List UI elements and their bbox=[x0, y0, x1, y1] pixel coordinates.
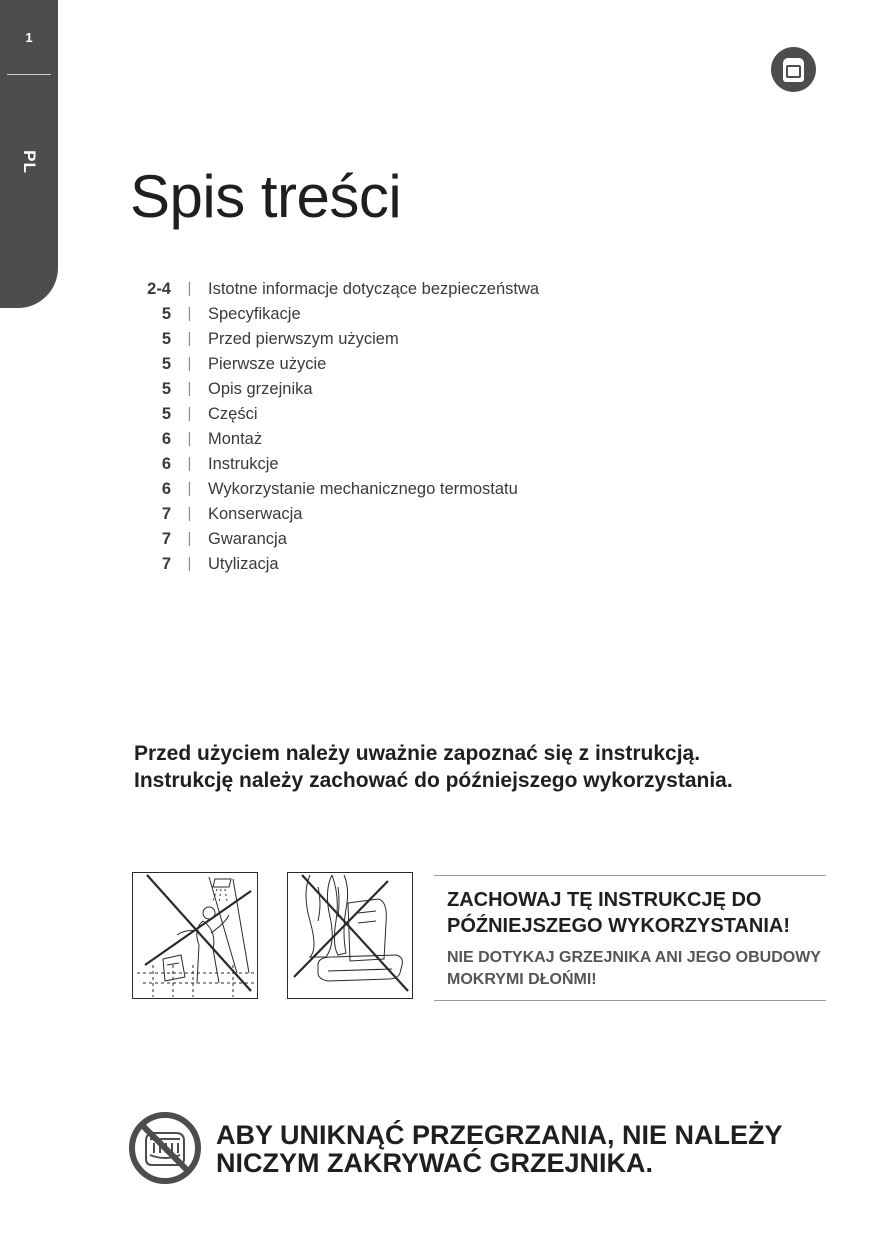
toc-page: 5 bbox=[161, 304, 171, 323]
toc-item[interactable] bbox=[130, 326, 650, 351]
toc-separator: | bbox=[187, 479, 192, 497]
no-use-near-shower-icon bbox=[132, 872, 258, 999]
toc-page: 7 bbox=[161, 554, 171, 573]
toc-separator: | bbox=[187, 529, 192, 547]
page-number: 1 bbox=[25, 30, 33, 45]
toc-title: Przed pierwszym użyciem bbox=[208, 329, 399, 348]
toc-title: Utylizacja bbox=[208, 554, 279, 573]
toc-separator: | bbox=[187, 329, 192, 347]
toc-title: Specyfikacje bbox=[208, 304, 301, 323]
cover-warning-line-1: ABY UNIKNĄĆ PRZEGRZANIA, NIE NALEŻY bbox=[216, 1120, 783, 1150]
toc-page: 5 bbox=[161, 354, 171, 373]
cover-warning-line-2: NICZYM ZAKRYWAĆ GRZEJNIKA. bbox=[216, 1148, 653, 1178]
table-of-contents bbox=[130, 276, 650, 576]
toc-separator: | bbox=[187, 429, 192, 447]
toc-title: Gwarancja bbox=[208, 529, 287, 548]
toc-separator: | bbox=[187, 304, 192, 322]
do-not-cover-icon bbox=[128, 1111, 202, 1185]
toc-title: Konserwacja bbox=[208, 504, 303, 523]
toc-separator: | bbox=[187, 404, 192, 422]
toc-page: 6 bbox=[161, 479, 171, 498]
toc-item[interactable] bbox=[130, 376, 650, 401]
intro-line-2: Instrukcję należy zachować do późniejszego wykorzystania. bbox=[134, 769, 733, 792]
toc-page: 7 bbox=[161, 529, 171, 548]
page-title: Spis treści bbox=[130, 163, 402, 230]
toc-separator: | bbox=[187, 354, 192, 372]
toc-page: 5 bbox=[161, 379, 171, 398]
toc-separator: | bbox=[187, 554, 192, 572]
brand-logo-icon bbox=[771, 47, 816, 92]
toc-page: 2-4 bbox=[147, 279, 171, 298]
keep-instructions-warning: ZACHOWAJ TĘ INSTRUKCJĘ DO PÓŹNIEJSZEGO WYKORZYSTANIA! bbox=[447, 889, 790, 937]
cover-warning bbox=[216, 1121, 856, 1177]
side-tab bbox=[0, 0, 58, 308]
toc-item[interactable] bbox=[130, 276, 650, 301]
toc-item[interactable] bbox=[130, 401, 650, 426]
no-drying-towels-icon bbox=[287, 872, 413, 999]
intro-notice bbox=[134, 740, 854, 794]
toc-page: 7 bbox=[161, 504, 171, 523]
toc-separator: | bbox=[187, 454, 192, 472]
toc-page: 6 bbox=[161, 454, 171, 473]
intro-line-1: Przed użyciem należy uważnie zapoznać się z instrukcją. bbox=[134, 742, 701, 765]
toc-item[interactable] bbox=[130, 351, 650, 376]
toc-item[interactable] bbox=[130, 526, 650, 551]
toc-title: Pierwsze użycie bbox=[208, 354, 327, 373]
toc-item[interactable] bbox=[130, 476, 650, 501]
toc-page: 5 bbox=[161, 404, 171, 423]
language-label: PL bbox=[20, 150, 39, 174]
tab-divider bbox=[7, 74, 51, 75]
toc-item[interactable] bbox=[130, 426, 650, 451]
toc-item[interactable] bbox=[130, 451, 650, 476]
toc-item[interactable] bbox=[130, 501, 650, 526]
toc-separator: | bbox=[187, 279, 192, 297]
toc-title: Wykorzystanie mechanicznego termostatu bbox=[208, 479, 518, 498]
toc-title: Opis grzejnika bbox=[208, 379, 313, 398]
toc-item[interactable] bbox=[130, 301, 650, 326]
wet-hands-warning: NIE DOTYKAJ GRZEJNIKA ANI JEGO OBUDOWY MOKRYMI DŁOŃMI! bbox=[447, 949, 821, 988]
toc-page: 5 bbox=[161, 329, 171, 348]
toc-separator: | bbox=[187, 504, 192, 522]
toc-title: Montaż bbox=[208, 429, 263, 448]
toc-title: Istotne informacje dotyczące bezpieczeństwa bbox=[208, 279, 540, 298]
warning-box bbox=[434, 875, 826, 1001]
toc-separator: | bbox=[187, 379, 192, 397]
toc-title: Części bbox=[208, 404, 258, 423]
toc-item[interactable] bbox=[130, 551, 650, 576]
toc-title: Instrukcje bbox=[208, 454, 279, 473]
toc-page: 6 bbox=[161, 429, 171, 448]
